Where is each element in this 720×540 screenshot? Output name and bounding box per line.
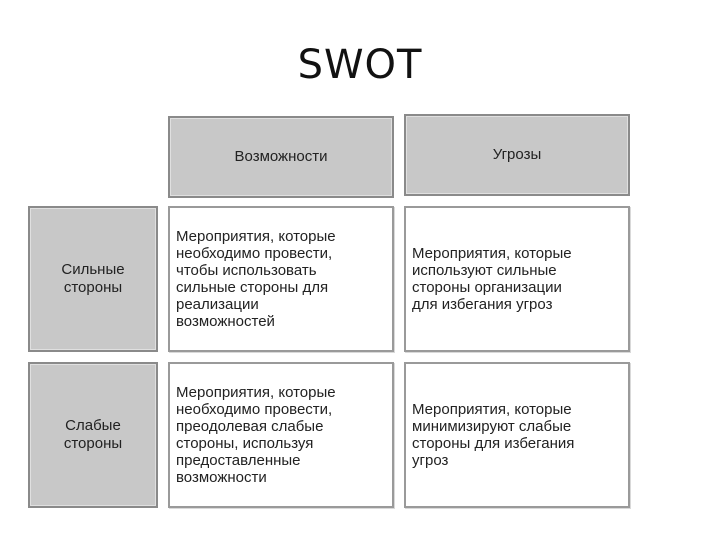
cell-st-text: Мероприятия, которые используют сильные стороны организации для избегания угроз [412,245,572,313]
cell-strengths-threats [404,206,630,352]
cell-weaknesses-opportunities [168,362,394,508]
header-opportunities [168,116,394,198]
cell-strengths-opportunities [168,206,394,352]
header-opportunities-label: Возможности [234,148,328,165]
row-strengths [28,206,158,352]
slide-title: SWOT [297,42,423,88]
cell-wo-text: Мероприятия, которые необходимо провести, преодолевая слабые стороны, используя предоставленные возможности [176,384,336,486]
row-weaknesses-label: Слабые стороны [63,417,123,452]
row-strengths-label: Сильные стороны [61,261,125,296]
header-threats-label: Угрозы [492,146,542,163]
header-threats [404,114,630,196]
cell-wt-text: Мероприятия, которые минимизируют слабые стороны для избегания угроз [412,401,575,469]
cell-weaknesses-threats [404,362,630,508]
cell-so-text: Мероприятия, которые необходимо провести, чтобы использовать сильные стороны для реализации возможностей [176,228,336,330]
row-weaknesses [28,362,158,508]
